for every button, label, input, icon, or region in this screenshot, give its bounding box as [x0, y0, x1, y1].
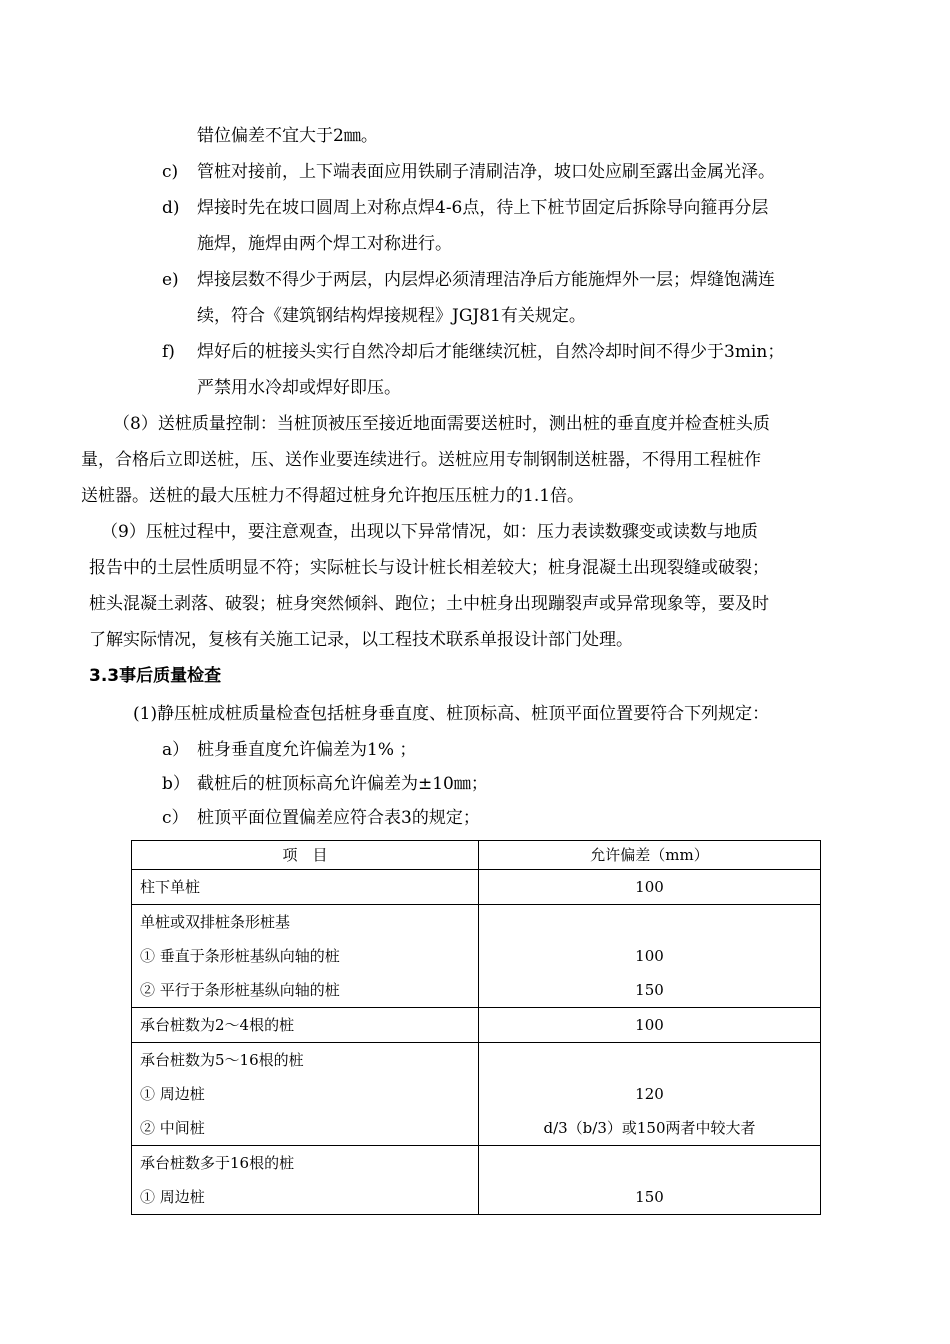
list-item-text: 焊好后的桩接头实行自然冷却后才能继续沉桩，自然冷却时间不得少于3min；: [197, 342, 785, 362]
list-label: d): [162, 198, 180, 218]
list-item-text: 焊接时先在坡口圆周上对称点焊4-6点，待上下桩节固定后拆除导向箍再分层: [197, 198, 769, 218]
table-header-cell: 项 目: [132, 841, 479, 870]
table-header-cell: 允许偏差（mm）: [479, 841, 821, 870]
list-item-text: 施焊，施焊由两个焊工对称进行。: [197, 234, 452, 254]
table-cell: 100 150: [479, 905, 821, 1008]
table-row: [132, 870, 821, 905]
paragraph-9-line: 报告中的土层性质明显不符；实际桩长与设计桩长相差较大；桩身混凝土出现裂缝或破裂；: [89, 558, 769, 578]
list-item-text: 管桩对接前，上下端表面应用铁刷子清刷洁净，坡口处应刷至露出金属光泽。: [197, 162, 775, 182]
table-cell: 100: [479, 870, 821, 905]
continuation-text: 错位偏差不宜大于2㎜。: [197, 126, 378, 146]
table-row: [132, 1008, 821, 1043]
table-row: [132, 1043, 821, 1146]
section-heading: 3.3事后质量检查: [89, 666, 222, 686]
list-label: c）: [162, 808, 189, 828]
deviation-table: [131, 840, 821, 1215]
list-item-text: 桩顶平面位置偏差应符合表3的规定；: [197, 808, 480, 828]
list-label: e): [162, 270, 179, 290]
list-label: a）: [162, 740, 190, 760]
paragraph-9-line: 桩头混凝土剥落、破裂；桩身突然倾斜、跑位；土中桩身出现蹦裂声或异常现象等，要及时: [89, 594, 769, 614]
list-label: f): [162, 342, 175, 362]
paragraph-8-line: （8）送桩质量控制：当桩顶被压至接近地面需要送桩时，测出桩的垂直度并检查桩头质: [113, 414, 770, 434]
table-cell: 100: [479, 1008, 821, 1043]
paragraph-9-line: 了解实际情况，复核有关施工记录，以工程技术联系单报设计部门处理。: [89, 630, 633, 650]
list-item-text: 严禁用水冷却或焊好即压。: [197, 378, 401, 398]
paragraph-8-line: 送桩器。送桩的最大压桩力不得超过桩身允许抱压压桩力的1.1倍。: [81, 486, 585, 506]
list-label: b）: [162, 774, 190, 794]
table-cell: 单桩或双排桩条形桩基 ① 垂直于条形桩基纵向轴的桩 ② 平行于条形桩基纵向轴的桩: [132, 905, 479, 1008]
table-cell: 承台桩数为5～16根的桩 ① 周边桩 ② 中间桩: [132, 1043, 479, 1146]
section-intro: (1)静压桩成桩质量检查包括桩身垂直度、桩顶标高、桩顶平面位置要符合下列规定：: [133, 704, 770, 724]
table-header-row: [132, 841, 821, 870]
list-label: c): [162, 162, 179, 182]
list-item-text: 截桩后的桩顶标高允许偏差为±10㎜；: [197, 774, 488, 794]
list-item-text: 桩身垂直度允许偏差为1% ；: [197, 740, 417, 760]
table-cell: 承台桩数多于16根的桩 ① 周边桩: [132, 1146, 479, 1215]
list-item-text: 续，符合《建筑钢结构焊接规程》JGJ81有关规定。: [197, 306, 586, 326]
paragraph-9-line: （9）压桩过程中，要注意观查，出现以下异常情况，如：压力表读数骤变或读数与地质: [101, 522, 758, 542]
table-cell: 柱下单桩: [132, 870, 479, 905]
table-cell: 承台桩数为2～4根的桩: [132, 1008, 479, 1043]
list-item-text: 焊接层数不得少于两层，内层焊必须清理洁净后方能施焊外一层；焊缝饱满连: [197, 270, 775, 290]
table-cell: 120 d/3（b/3）或150两者中较大者: [479, 1043, 821, 1146]
table-cell: 150: [479, 1146, 821, 1215]
table-row: [132, 905, 821, 1008]
paragraph-8-line: 量，合格后立即送桩，压、送作业要连续进行。送桩应用专制钢制送桩器，不得用工程桩作: [81, 450, 761, 470]
table-row: [132, 1146, 821, 1215]
